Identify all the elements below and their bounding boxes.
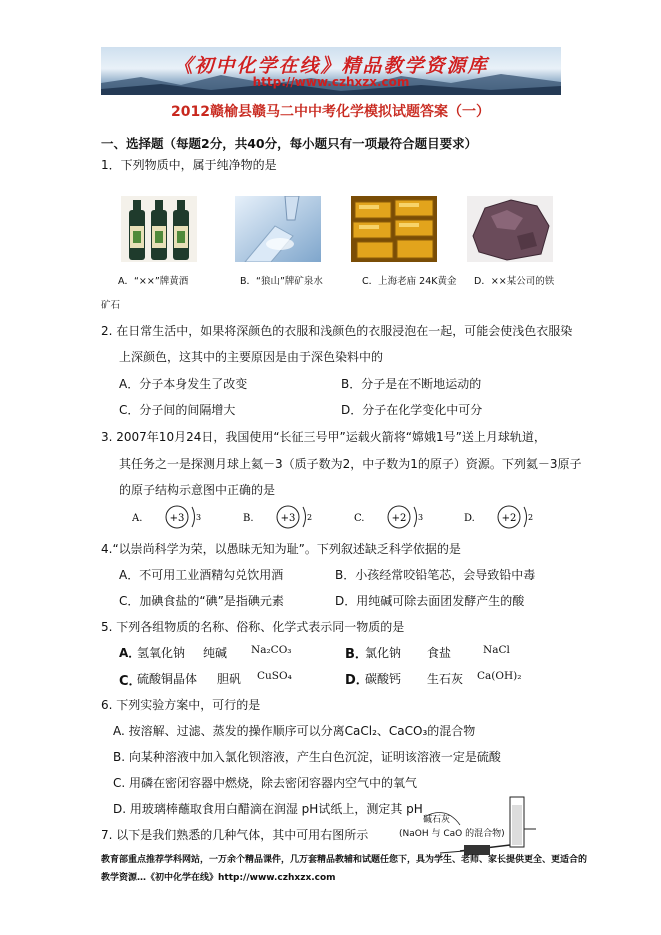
q7-figure-label: 碱石灰 <box>423 815 451 825</box>
q2-option-a[interactable]: A．分子本身发生了改变 <box>119 377 248 391</box>
q3-option-a-nucleus: +3 <box>169 513 185 524</box>
q3-option-a-electrons: 3 <box>196 513 202 522</box>
q4-option-d[interactable]: D．用纯碱可除去面团发酵产生的酸 <box>335 594 525 608</box>
q5-option-b-formula: NaCl <box>483 644 510 656</box>
banner-url[interactable]: http://www.czhxzx.com <box>252 75 410 89</box>
q5-option-d-letter[interactable]: D． <box>345 673 369 688</box>
q5-option-c-common: 胆矾 <box>217 672 242 686</box>
q6-option-c[interactable]: C. 用磷在密闭容器中燃烧，除去密闭容器内空气中的氧气 <box>113 776 418 790</box>
q6-stem: 6. 下列实验方案中，可行的是 <box>101 698 261 712</box>
q5-option-d-common: 生石灰 <box>427 672 464 686</box>
q2-option-d[interactable]: D．分子在化学变化中可分 <box>341 403 483 417</box>
q6-option-a[interactable]: A. 按溶解、过滤、蒸发的操作顺序可以分离CaCl₂、CaCO₃的混合物 <box>113 724 476 738</box>
q3-option-b-electrons: 2 <box>307 513 313 522</box>
document-title: 2012赣榆县赣马二中中考化学模拟试题答案（一） <box>171 104 490 120</box>
q3-option-b-nucleus: +3 <box>280 513 296 524</box>
q5-option-b-letter[interactable]: B． <box>345 647 368 662</box>
q4-option-c[interactable]: C．加碘食盐的“碘”是指碘元素 <box>119 594 284 608</box>
q3-option-d-diagram[interactable] <box>464 504 544 534</box>
q3-option-c-nucleus: +2 <box>391 513 407 524</box>
q5-option-b-common: 食盐 <box>427 646 452 660</box>
q2-stem-line1: 2. 在日常生活中，如果将深颜色的衣服和浅颜色的衣服浸泡在一起，可能会使浅色衣服染 <box>101 324 573 338</box>
mineral-water-image <box>235 196 321 262</box>
q3-stem-line3: 的原子结构示意图中正确的是 <box>119 483 276 497</box>
q4-stem: 4.“以崇尚科学为荣，以愚昧无知为耻”。下列叙述缺乏科学依据的是 <box>101 542 461 556</box>
q3-option-c-diagram[interactable] <box>354 504 434 534</box>
q1-option-d-continued: 矿石 <box>101 300 121 311</box>
q3-option-c-letter: C. <box>354 513 365 524</box>
q2-option-c[interactable]: C．分子间的间隔增大 <box>119 403 236 417</box>
q1-option-c[interactable]: C．上海老庙 24K黄金 <box>362 276 457 287</box>
q3-option-a-diagram[interactable] <box>132 504 212 534</box>
q3-stem-line1: 3. 2007年10月24日，我国使用“长征三号甲”运载火箭将“嫦娥1号”送上月球轨道， <box>101 430 546 444</box>
iron-ore-image <box>467 196 553 262</box>
q5-option-c-letter[interactable]: C． <box>119 674 142 689</box>
q2-option-b[interactable]: B．分子是在不断地运动的 <box>341 377 482 391</box>
banner-title: 《初中化学在线》精品教学资源库 <box>173 55 489 77</box>
q1-stem: 1．下列物质中，属于纯净物的是 <box>101 158 277 172</box>
q5-option-a-formula: Na₂CO₃ <box>251 644 292 656</box>
q5-option-b-name: 氯化钠 <box>365 646 402 660</box>
q5-option-d-formula: Ca(OH)₂ <box>477 670 522 682</box>
q3-stem-line2: 其任务之一是探测月球上氦－3（质子数为2，中子数为1的原子）资源。下列氦－3原子 <box>119 457 582 471</box>
q7-stem: 7. 以下是我们熟悉的几种气体，其中可用右图所示 <box>101 828 369 842</box>
q4-option-b[interactable]: B．小孩经常咬铅笔芯，会导致铅中毒 <box>335 568 536 582</box>
gold-bars-image <box>351 196 437 262</box>
section-heading: 一、选择题（每题2分，共40分，每小题只有一项最符合题目要求） <box>101 136 478 151</box>
q3-option-b-diagram[interactable] <box>243 504 323 534</box>
q5-option-c-formula: CuSO₄ <box>257 670 292 682</box>
q3-option-b-letter: B. <box>243 513 254 524</box>
q5-option-c-name: 硫酸铜晶体 <box>137 672 198 686</box>
footer-line1: 教育部重点推荐学科网站，一万余个精品课件，几万套精品教辅和试题任您下，具为学生、老师、家长提供更全、更适合的 <box>101 855 588 865</box>
q6-option-d[interactable]: D. 用玻璃棒蘸取食用白醋滴在润湿 pH试纸上，测定其 pH <box>113 802 423 816</box>
q1-option-b[interactable]: B．“狼山”牌矿泉水 <box>240 276 323 287</box>
q5-option-a-common: 纯碱 <box>203 646 228 660</box>
footer-line2[interactable]: 教学资源…《初中化学在线》http://www.czhxzx.com <box>101 873 336 883</box>
q5-option-a-name: 氢氧化钠 <box>137 646 186 660</box>
q3-option-d-letter: D. <box>464 513 475 524</box>
q3-option-d-electrons: 2 <box>528 513 534 522</box>
q5-stem: 5. 下列各组物质的名称、俗称、化学式表示同一物质的是 <box>101 620 405 634</box>
q5-option-a-letter[interactable]: A． <box>119 646 141 660</box>
q3-option-a-letter: A. <box>132 513 143 524</box>
q2-stem-line2: 上深颜色，这其中的主要原因是由于深色染料中的 <box>119 350 384 364</box>
header-banner <box>101 47 561 95</box>
q5-option-d-name: 碳酸钙 <box>365 672 402 686</box>
q7-figure-label-detail: (NaOH 与 CaO 的混合物) <box>399 829 505 839</box>
q6-option-b[interactable]: B. 向某种溶液中加入氯化钡溶液，产生白色沉淀，证明该溶液一定是硫酸 <box>113 750 501 764</box>
q3-option-d-nucleus: +2 <box>501 513 517 524</box>
q1-option-d[interactable]: D．××某公司的铁 <box>474 276 555 287</box>
yellow-wine-image <box>121 196 197 262</box>
q3-option-c-electrons: 3 <box>418 513 424 522</box>
q4-option-a[interactable]: A．不可用工业酒精勾兑饮用酒 <box>119 568 284 582</box>
q1-option-a[interactable]: A．“××”牌黄酒 <box>118 276 189 287</box>
